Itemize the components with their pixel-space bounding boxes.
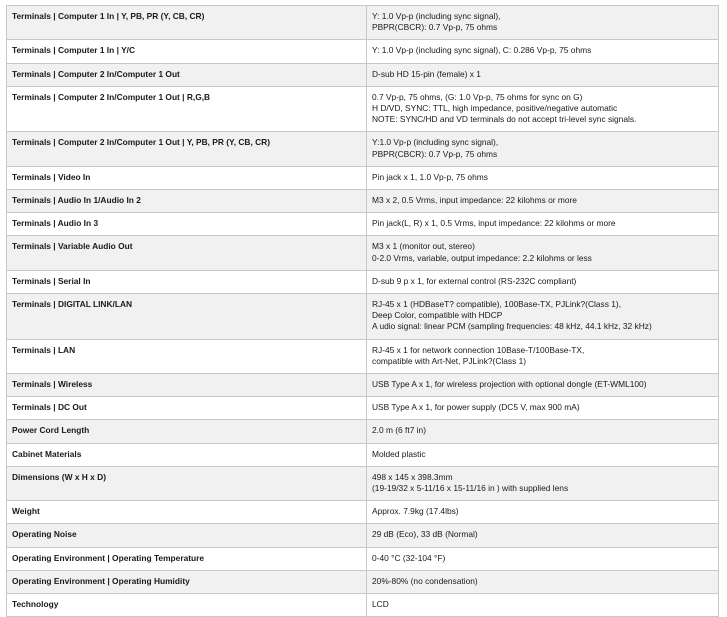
spec-label: Terminals | Computer 2 In/Computer 1 Out [7,63,367,86]
table-row [7,213,719,236]
spec-label: Operating Noise [7,524,367,547]
spec-value: Y: 1.0 Vp-p (including sync signal), C: 0.286 Vp-p, 75 ohms [367,40,719,63]
spec-label: Technology [7,594,367,617]
spec-label: Terminals | Computer 2 In/Computer 1 Out | R,G,B [7,86,367,132]
spec-label: Terminals | Video In [7,166,367,189]
table-row [7,501,719,524]
spec-value: LCD [367,594,719,617]
spec-value: RJ-45 x 1 for network connection 10Base-T/100Base-TX, compatible with Art-Net, PJLink?(Class 1) [367,339,719,373]
table-row [7,524,719,547]
table-row [7,190,719,213]
spec-table [6,5,719,617]
spec-value: 2.0 m (6 ft7 in) [367,420,719,443]
spec-value: 498 x 145 x 398.3mm (19-19/32 x 5-11/16 x 15-11/16 in ) with supplied lens [367,466,719,500]
spec-label: Operating Environment | Operating Humidity [7,570,367,593]
spec-value: RJ-45 x 1 (HDBaseT? compatible), 100Base-TX, PJLink?(Class 1), Deep Color, compatible with HDCP A udio signal: linear PCM (sampling frequencies: 48 kHz, 44.1 kHz, 32 kHz) [367,294,719,340]
table-row [7,6,719,40]
spec-value: M3 x 1 (monitor out, stereo) 0-2.0 Vrms, variable, output impedance: 2.2 kilohms or less [367,236,719,270]
spec-value: Approx. 7.9kg (17.4lbs) [367,501,719,524]
table-row [7,270,719,293]
spec-label: Terminals | Audio In 1/Audio In 2 [7,190,367,213]
spec-value: 0.7 Vp-p, 75 ohms, (G: 1.0 Vp-p, 75 ohms for sync on G) H D/VD, SYNC: TTL, high impedance, positive/negative automatic NOTE: SYNC/HD and VD terminals do not accept tri-level sync signals. [367,86,719,132]
spec-value: 0-40 °C (32-104 °F) [367,547,719,570]
table-row [7,166,719,189]
spec-value: Pin jack(L, R) x 1, 0.5 Vrms, input impedance: 22 kilohms or more [367,213,719,236]
spec-label: Power Cord Length [7,420,367,443]
spec-label: Terminals | Computer 2 In/Computer 1 Out | Y, PB, PR (Y, CB, CR) [7,132,367,166]
spec-label: Terminals | LAN [7,339,367,373]
spec-label: Terminals | Computer 1 In | Y, PB, PR (Y, CB, CR) [7,6,367,40]
table-row [7,294,719,340]
spec-value: USB Type A x 1, for power supply (DC5 V, max 900 mA) [367,397,719,420]
table-row [7,547,719,570]
table-row [7,466,719,500]
spec-value: 29 dB (Eco), 33 dB (Normal) [367,524,719,547]
spec-value: D-sub 9 p x 1, for external control (RS-232C compliant) [367,270,719,293]
spec-label: Terminals | Variable Audio Out [7,236,367,270]
table-row [7,397,719,420]
table-row [7,594,719,617]
spec-label: Weight [7,501,367,524]
table-row [7,339,719,373]
spec-label: Terminals | Audio In 3 [7,213,367,236]
spec-value: 20%-80% (no condensation) [367,570,719,593]
spec-label: Terminals | Wireless [7,374,367,397]
spec-label: Terminals | Serial In [7,270,367,293]
spec-value: USB Type A x 1, for wireless projection with optional dongle (ET-WML100) [367,374,719,397]
spec-label: Dimensions (W x H x D) [7,466,367,500]
spec-value: Y: 1.0 Vp-p (including sync signal), PBPR(CBCR): 0.7 Vp-p, 75 ohms [367,6,719,40]
spec-label: Terminals | DC Out [7,397,367,420]
spec-value: Y:1.0 Vp-p (including sync signal), PBPR(CBCR): 0.7 Vp-p, 75 ohms [367,132,719,166]
spec-value: Molded plastic [367,443,719,466]
table-row [7,63,719,86]
table-row [7,443,719,466]
spec-label: Operating Environment | Operating Temperature [7,547,367,570]
spec-label: Terminals | DIGITAL LINK/LAN [7,294,367,340]
table-row [7,420,719,443]
table-row [7,236,719,270]
table-row [7,374,719,397]
table-row [7,86,719,132]
spec-label: Terminals | Computer 1 In | Y/C [7,40,367,63]
spec-value: Pin jack x 1, 1.0 Vp-p, 75 ohms [367,166,719,189]
spec-label: Cabinet Materials [7,443,367,466]
table-row [7,570,719,593]
table-row [7,40,719,63]
table-row [7,132,719,166]
spec-value: M3 x 2, 0.5 Vrms, input impedance: 22 kilohms or more [367,190,719,213]
spec-value: D-sub HD 15-pin (female) x 1 [367,63,719,86]
